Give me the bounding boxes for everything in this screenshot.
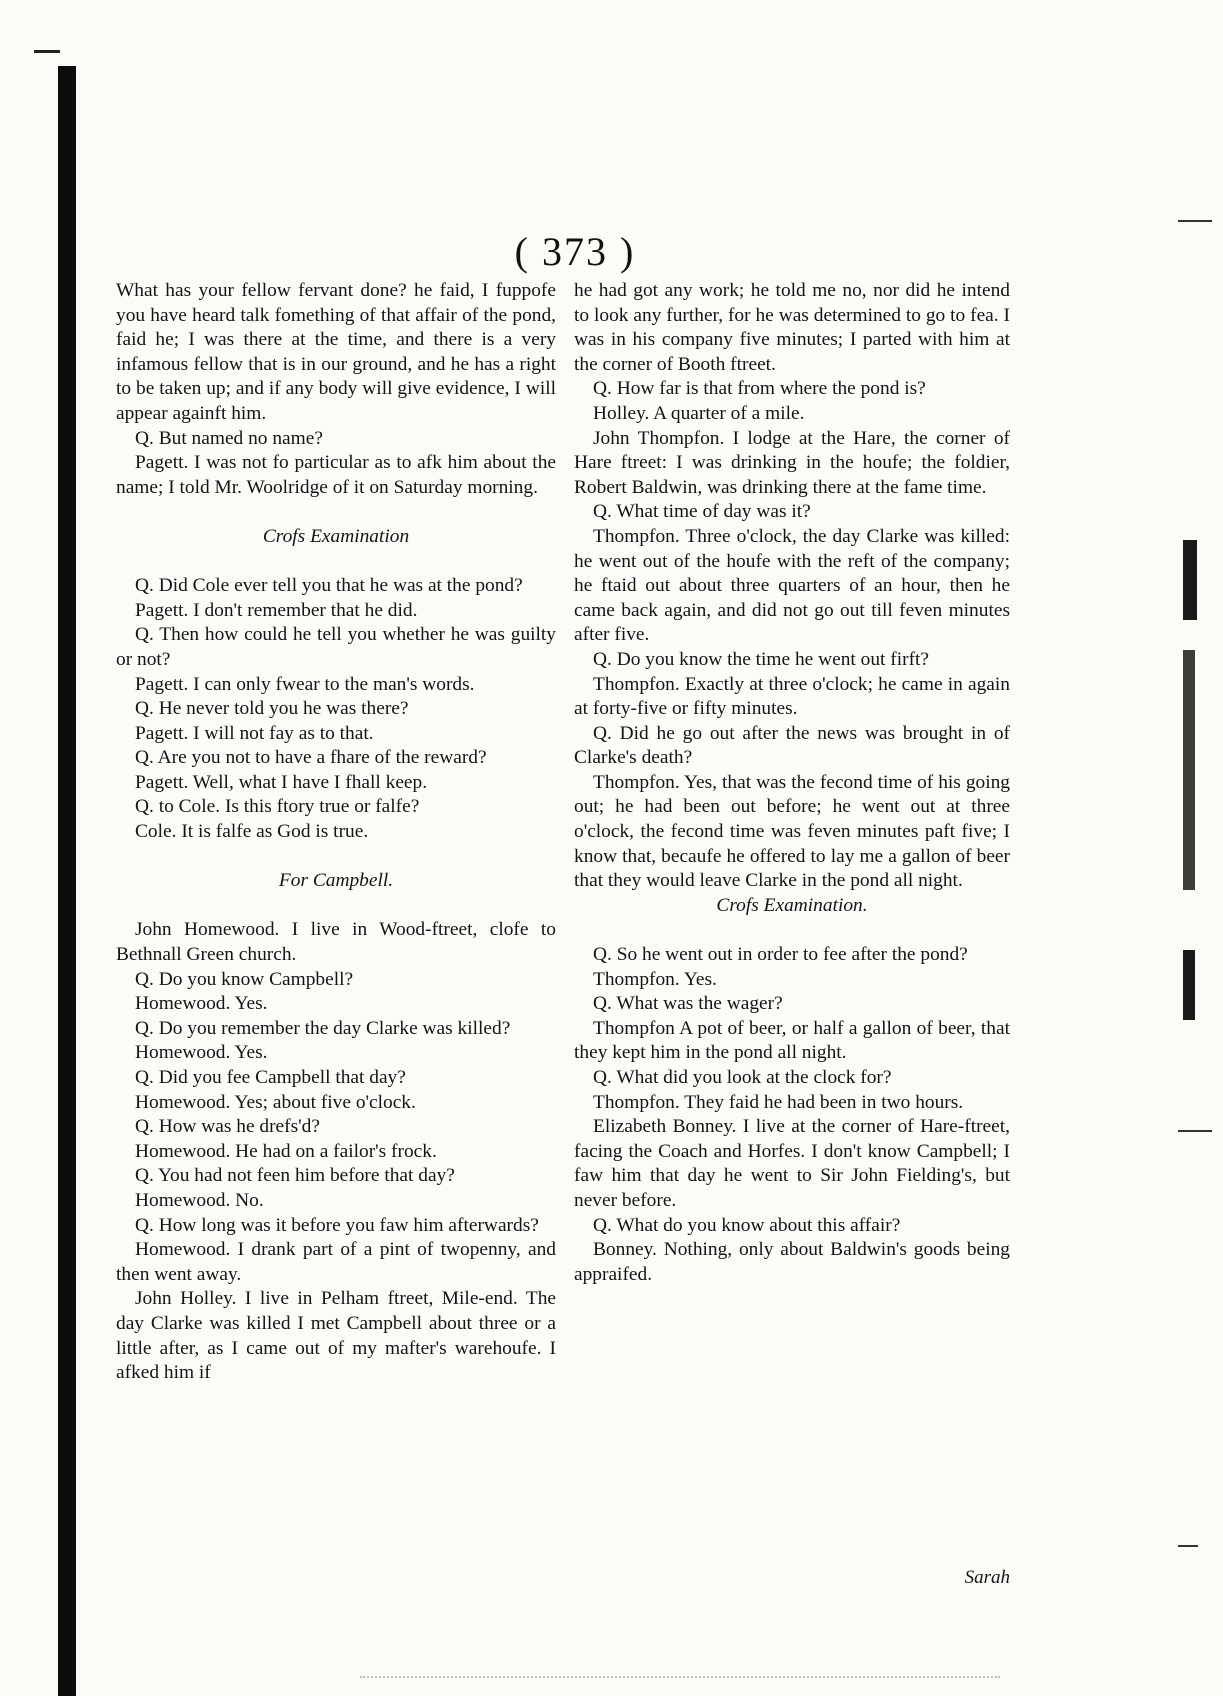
testimony-paragraph: Q. But named no name?: [135, 427, 323, 449]
paragraph-gap: [116, 894, 556, 919]
testimony-paragraph: Q. How was he drefs'd?: [135, 1116, 320, 1138]
scan-noise: [360, 1676, 1000, 1680]
testimony-paragraph: Homewood. Yes.: [135, 1042, 268, 1064]
left-text-column: [116, 279, 556, 1386]
catchword: Sarah: [964, 1567, 1010, 1588]
testimony-paragraph: Q. to Cole. Is this ftory true or falfe?: [135, 796, 420, 818]
testimony-paragraph: Pagett. I don't remember that he did.: [135, 599, 418, 621]
scan-edge-mark: [1178, 1130, 1212, 1132]
testimony-paragraph: Q. Do you know Campbell?: [135, 968, 354, 990]
testimony-paragraph: What has your fellow fervant done? he faid, I fuppofe you have heard talk fomething of that affair of the pond, faid he; I was there at the time, and there is a very infamous fellow that is in our ground, and he has a right to be taken up; and if any body will give evidence, I will appear againft him.: [116, 280, 556, 424]
testimony-paragraph: Pagett. I can only fwear to the man's words.: [135, 673, 475, 695]
section-heading: For Campbell.: [278, 870, 394, 892]
testimony-paragraph: Pagett. Well, what I have I fhall keep.: [135, 771, 428, 793]
testimony-paragraph: John Thompfon. I lodge at the Hare, the corner of Hare ftreet: I was drinking in the houfe; the foldier, Robert Baldwin, was drinking there at the fame time.: [574, 427, 1010, 498]
testimony-paragraph: Q. What did you look at the clock for?: [593, 1067, 892, 1088]
testimony-paragraph: Cole. It is falfe as God is true.: [135, 821, 369, 843]
testimony-paragraph: Thompfon. Yes.: [593, 968, 717, 990]
testimony-paragraph: Q. What do you know about this affair?: [593, 1214, 901, 1236]
scan-edge-mark: [1178, 220, 1212, 222]
testimony-paragraph: Elizabeth Bonney. I live at the corner of Hare-ftreet, facing the Coach and Horfes. I don't know Campbell; I faw him that day he went to Sir John Fielding's, but never before.: [574, 1116, 1010, 1211]
testimony-paragraph: Homewood. I drank part of a pint of twopenny, and then went away.: [116, 1239, 556, 1285]
scan-edge-smudge: [1183, 950, 1195, 1020]
testimony-paragraph: Q. What was the wager?: [593, 993, 783, 1015]
testimony-paragraph: Q. What time of day was it?: [593, 501, 811, 523]
testimony-paragraph: Thompfon. Exactly at three o'clock; he came in again at forty-five or fifty minutes.: [574, 673, 1010, 720]
testimony-paragraph: Q. He never told you he was there?: [135, 698, 409, 720]
testimony-paragraph: Pagett. I was not fo particular as to afk him about the name; I told Mr. Woolridge of it on Saturday morning.: [116, 452, 556, 498]
right-text-column: [574, 279, 1010, 1287]
testimony-paragraph: Q. Do you know the time he went out firft?: [593, 648, 930, 670]
testimony-paragraph: Q. How far is that from where the pond is?: [593, 378, 926, 400]
paragraph-gap: [574, 918, 1010, 943]
scan-edge-smudge: [1183, 650, 1195, 890]
testimony-paragraph: Bonney. Nothing, only about Baldwin's goods being appraifed.: [574, 1239, 1010, 1285]
testimony-paragraph: Thompfon A pot of beer, or half a gallon of beer, that they kept him in the pond all night.: [574, 1017, 1010, 1064]
testimony-paragraph: Q. Are you not to have a fhare of the reward?: [135, 747, 487, 769]
testimony-paragraph: Q. Did you fee Campbell that day?: [135, 1067, 406, 1088]
testimony-paragraph: Homewood. Yes; about five o'clock.: [135, 1091, 416, 1113]
testimony-paragraph: Holley. A quarter of a mile.: [593, 402, 805, 424]
scan-mark: [34, 50, 60, 53]
paragraph-gap: [116, 845, 556, 870]
testimony-paragraph: Q. Did Cole ever tell you that he was at the pond?: [135, 575, 523, 597]
scan-edge-smudge: [1183, 540, 1197, 620]
paragraph-gap: [116, 500, 556, 525]
testimony-paragraph: Pagett. I will not fay as to that.: [135, 722, 374, 744]
testimony-paragraph: Q. So he went out in order to fee after the pond?: [593, 944, 968, 966]
scan-binding-shadow: [58, 66, 76, 1696]
testimony-paragraph: Homewood. No.: [135, 1189, 264, 1211]
testimony-paragraph: John Holley. I live in Pelham ftreet, Mile-end. The day Clarke was killed I met Campbell about three or a little after, as I came out of my mafter's warehoufe. I afked him if: [116, 1288, 556, 1384]
testimony-paragraph: Q. Do you remember the day Clarke was killed?: [135, 1017, 511, 1039]
testimony-paragraph: Q. You had not feen him before that day?: [135, 1165, 455, 1187]
paragraph-gap: [116, 550, 556, 575]
section-heading: Crofs Examination: [262, 525, 410, 547]
scan-edge-mark: [1178, 1545, 1198, 1547]
testimony-paragraph: Thompfon. Yes, that was the fecond time of his going out; he had been out before; he went out at three o'clock, the fecond time was feven minutes paft five; I know that, becaufe he offered to lay me a gallon of beer that they would leave Clarke in the pond all night.: [574, 771, 1010, 892]
testimony-paragraph: Q. How long was it before you faw him afterwards?: [135, 1214, 539, 1236]
testimony-paragraph: Thompfon. They faid he had been in two hours.: [593, 1091, 964, 1113]
testimony-paragraph: he had got any work; he told me no, nor did he intend to look any further, for he was determined to go to fea. I was in his company five minutes; I parted with him at the corner of Booth ftreet.: [574, 280, 1010, 375]
testimony-paragraph: Homewood. He had on a failor's frock.: [135, 1140, 437, 1162]
testimony-paragraph: John Homewood. I live in Wood-ftreet, clofe to Bethnall Green church.: [116, 919, 556, 966]
testimony-paragraph: Thompfon. Three o'clock, the day Clarke was killed: he went out of the houfe with the reft of the company; he ftaid out about three quarters of an hour, then he came back again, and did not go out till feven minutes after five.: [574, 525, 1010, 646]
testimony-paragraph: Q. Then how could he tell you whether he was guilty or not?: [116, 624, 556, 670]
testimony-paragraph: Homewood. Yes.: [135, 993, 268, 1015]
section-heading: Crofs Examination.: [716, 894, 868, 916]
page-number: ( 373 ): [514, 229, 636, 274]
testimony-paragraph: Q. Did he go out after the news was brought in of Clarke's death?: [574, 722, 1010, 769]
